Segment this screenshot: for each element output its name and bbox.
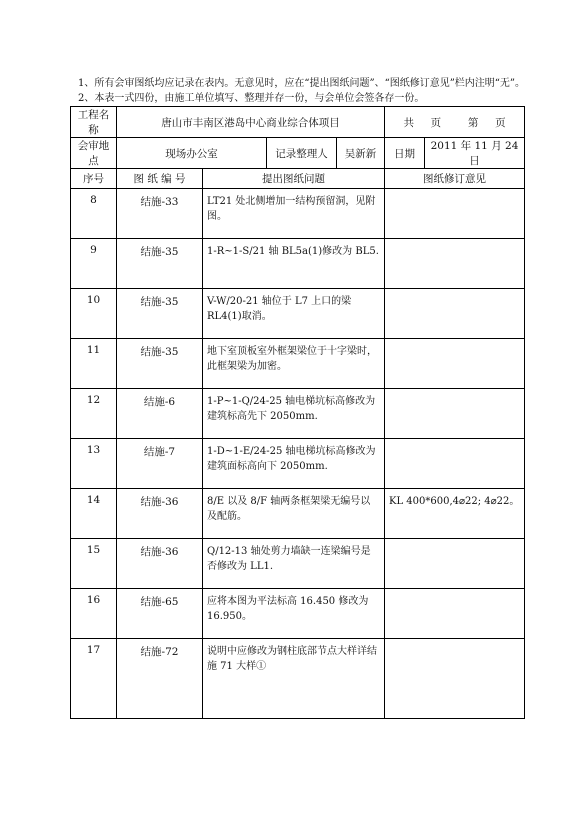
row-opinion: KL 400*600,4⌀22; 4⌀22。	[385, 489, 525, 539]
project-label: 工程名称	[71, 107, 117, 138]
row-drawing: 结施-35	[117, 239, 203, 289]
row-problem: 1-P~1-Q/24-25 轴电梯坑标高修改为建筑标高先下 2050mm.	[203, 389, 385, 439]
page-unit-2: 页	[495, 116, 506, 129]
col-drawing-no: 图 纸 编 号	[117, 169, 203, 189]
total-label: 共	[403, 116, 414, 129]
row-problem: 地下室顶板室外框架梁位于十字梁时，此框架梁为加密。	[203, 339, 385, 389]
row-opinion	[385, 639, 525, 719]
date-value: 2011 年 11 月 24 日	[425, 138, 525, 169]
page-unit: 页	[430, 116, 442, 129]
row-no: 12	[71, 389, 117, 439]
table-row	[71, 489, 525, 539]
row-drawing: 结施-33	[117, 189, 203, 239]
date-label: 日期	[385, 138, 425, 169]
row-opinion	[385, 589, 525, 639]
review-record-table	[70, 106, 525, 719]
row-problem: 应将本图为平法标高 16.450 修改为 16.950。	[203, 589, 385, 639]
row-no: 17	[71, 639, 117, 719]
table-row	[71, 539, 525, 589]
row-drawing: 结施-7	[117, 439, 203, 489]
col-no: 序号	[71, 169, 117, 189]
row-problem: V-W/20-21 轴位于 L7 上口的梁 RL4(1)取消。	[203, 289, 385, 339]
row-problem: 1-R~1-S/21 轴 BL5a(1)修改为 BL5.	[203, 239, 385, 289]
row-no: 9	[71, 239, 117, 289]
row-no: 14	[71, 489, 117, 539]
row-problem: 8/E 以及 8/F 轴两条框架梁无编号以及配筋。	[203, 489, 385, 539]
row-drawing: 结施-72	[117, 639, 203, 719]
recorder-label: 记录整理人	[267, 138, 337, 169]
row-drawing: 结施-6	[117, 389, 203, 439]
row-no: 15	[71, 539, 117, 589]
table-row	[71, 339, 525, 389]
table-row	[71, 239, 525, 289]
row-no: 8	[71, 189, 117, 239]
note-2: 2、本表一式四份，由施工单位填写、整理并存一份，与会单位会签各存一份。	[78, 93, 425, 104]
notes	[78, 76, 525, 106]
row-drawing: 结施-36	[117, 539, 203, 589]
row-no: 16	[71, 589, 117, 639]
note-1: 1、所有会审图纸均应记录在表内。无意见时，应在“提出图纸问题”、“图纸修订意见”栏内注明“无”。	[78, 78, 526, 89]
page-count	[385, 107, 525, 138]
header-row-location	[71, 138, 525, 169]
project-name: 唐山市丰南区港岛中心商业综合体项目	[117, 107, 385, 138]
table-row	[71, 589, 525, 639]
col-opinion: 图纸修订意见	[385, 169, 525, 189]
row-no: 10	[71, 289, 117, 339]
header-row-project	[71, 107, 525, 138]
row-drawing: 结施-35	[117, 289, 203, 339]
col-problem: 提出图纸问题	[203, 169, 385, 189]
row-problem: 1-D~1-E/24-25 轴电梯坑标高修改为建筑面标高向下 2050mm.	[203, 439, 385, 489]
row-drawing: 结施-65	[117, 589, 203, 639]
row-no: 11	[71, 339, 117, 389]
recorder-value: 吴新新	[337, 138, 385, 169]
row-opinion	[385, 289, 525, 339]
table-row	[71, 189, 525, 239]
row-opinion	[385, 539, 525, 589]
table-row	[71, 389, 525, 439]
row-no: 13	[71, 439, 117, 489]
page-label: 第	[467, 116, 479, 129]
location-label: 会审地点	[71, 138, 117, 169]
row-drawing: 结施-35	[117, 339, 203, 389]
row-opinion	[385, 439, 525, 489]
row-problem: LT21 处北侧增加一结构预留洞，见附图。	[203, 189, 385, 239]
location-value: 现场办公室	[117, 138, 267, 169]
table-row	[71, 439, 525, 489]
row-opinion	[385, 239, 525, 289]
column-header-row	[71, 169, 525, 189]
row-opinion	[385, 189, 525, 239]
row-opinion	[385, 389, 525, 439]
table-row	[71, 289, 525, 339]
row-problem: Q/12-13 轴处剪力墙缺一连梁编号是否修改为 LL1.	[203, 539, 385, 589]
table-row	[71, 639, 525, 719]
row-opinion	[385, 339, 525, 389]
row-drawing: 结施-36	[117, 489, 203, 539]
row-problem: 说明中应修改为钢柱底部节点大样详结施 71 大样①	[203, 639, 385, 719]
